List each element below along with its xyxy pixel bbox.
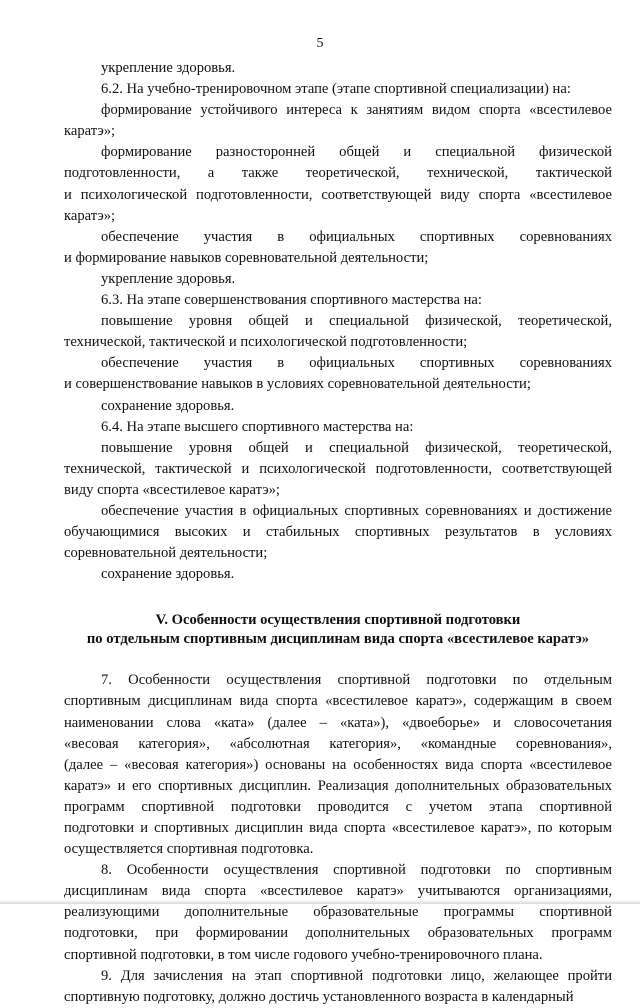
section-heading [64, 611, 612, 649]
paragraph-line: обеспечение участия в официальных спортивных соревнованиях [101, 355, 612, 372]
paragraph [64, 670, 612, 860]
paragraph-line: 6.3. На этапе совершенствования спортивного мастерства на: [101, 292, 482, 309]
paragraph-line: спортивным дисциплинам вида спорта «всестилевое каратэ», содержащим в своем [64, 693, 612, 710]
paragraph [64, 417, 612, 438]
paragraph [64, 227, 612, 269]
paragraph-line: обеспечение участия в официальных спортивных соревнованиях [101, 228, 612, 245]
paragraph [64, 438, 612, 501]
paragraph-line: обеспечение участия в официальных спортивных соревнованиях и достижение [101, 502, 612, 519]
paragraph-line: сохранение здоровья. [101, 397, 235, 414]
paragraph-line: спортивной подготовки, в том числе годового учебно-тренировочного плана. [64, 946, 543, 963]
paragraph-line: повышение уровня общей и специальной физической, теоретической, [101, 313, 612, 330]
paragraph-line: «весовая категория», «абсолютная категория», «командные соревнования», [64, 735, 612, 752]
paragraph-line: укрепление здоровья. [101, 270, 236, 287]
paragraph-line: программ спортивной подготовки проводится с учетом этапа спортивной [64, 798, 612, 815]
paragraph-line: технической, тактической и психологической подготовленности, соответствующей [64, 460, 612, 477]
paragraph-line: подготовки, при формировании дополнительных образовательных программ [64, 925, 612, 942]
paragraph-line: укрепление здоровья. [101, 60, 236, 76]
section-heading-line-1: V. Особенности осуществления спортивной подготовки [155, 612, 521, 629]
paragraph-line: подготовки и спортивных дисциплин вида спорта «всестилевое каратэ», по которым [64, 820, 612, 836]
document-body [64, 58, 612, 1008]
paragraph [64, 79, 612, 100]
paragraph [64, 311, 612, 353]
paragraph [64, 269, 612, 290]
section-heading-line-2: по отдельным спортивным дисциплинам вида спорта «всестилевое каратэ» [86, 631, 590, 648]
paragraph [64, 860, 612, 965]
paragraph-line: сохранение здоровья. [101, 566, 235, 583]
paragraph [64, 501, 612, 564]
paragraph-line: подготовленности, а также теоретической, технической, тактической [64, 165, 612, 182]
paragraph-line: 7. Особенности осуществления спортивной подготовки по отдельным [101, 672, 612, 689]
paragraph-line: 6.4. На этапе высшего спортивного мастерства на: [101, 418, 414, 435]
paragraph-line: повышение уровня общей и специальной физической, теоретической, [101, 439, 612, 456]
paragraph-line: формирование разносторонней общей и специальной физической [101, 144, 612, 161]
paragraph-line: технической, тактической и психологической подготовленности; [64, 334, 468, 351]
paragraph [64, 966, 612, 1008]
paragraph-line: и формирование навыков соревновательной деятельности; [64, 249, 429, 266]
paragraph-line: реализующими дополнительные образовательные программы спортивной [64, 904, 612, 921]
paragraph-line: дисциплинам вида спорта «всестилевое каратэ» учитываются организациями, [64, 883, 612, 900]
paragraph-line: и совершенствование навыков в условиях соревновательной деятельности; [64, 376, 531, 393]
paragraph-line: 6.2. На учебно-тренировочном этапе (этапе спортивной специализации) на: [101, 81, 571, 98]
scan-edge-shadow [0, 900, 640, 904]
paragraph-line: виду спорта «всестилевое каратэ»; [64, 481, 280, 498]
paragraph-line: (далее – «весовая категория») основаны на особенностях вида спорта «всестилевое [64, 756, 612, 773]
paragraph-line: формирование устойчивого интереса к занятиям видом спорта «всестилевое [101, 102, 612, 119]
paragraphs-after-heading [64, 670, 612, 1008]
paragraph-line: и психологической подготовленности, соответствующей виду спорта «всестилевое [64, 186, 612, 203]
paragraph-line: каратэ»; [64, 123, 116, 140]
page-number: 5 [316, 36, 324, 51]
paragraph [64, 58, 612, 79]
paragraph-line: 8. Особенности осуществления спортивной подготовки по спортивным [101, 862, 612, 879]
paragraph-line: каратэ» и его спортивных дисциплин. Реализация дополнительных образовательных [64, 777, 612, 794]
paragraph-line: соревновательной деятельности; [64, 545, 268, 562]
paragraph [64, 142, 612, 226]
paragraph [64, 353, 612, 395]
paragraph [64, 290, 612, 311]
paragraph [64, 100, 612, 142]
paragraph-line: каратэ»; [64, 207, 116, 224]
paragraph [64, 564, 612, 585]
paragraphs-before-heading [64, 58, 612, 585]
paragraph-line: осуществляется спортивная подготовка. [64, 841, 314, 858]
paragraph-line: спортивную подготовку, должно достичь установленного возраста в календарный [64, 988, 574, 1005]
paragraph-line: наименовании слова «ката» (далее – «ката»), «двоеборье» и словосочетания [64, 714, 612, 731]
paragraph-line: обучающимися высоких и стабильных спортивных результатов в условиях [64, 524, 612, 541]
paragraph [64, 396, 612, 417]
paragraph-line: 9. Для зачисления на этап спортивной подготовки лицо, желающее пройти [101, 967, 612, 984]
